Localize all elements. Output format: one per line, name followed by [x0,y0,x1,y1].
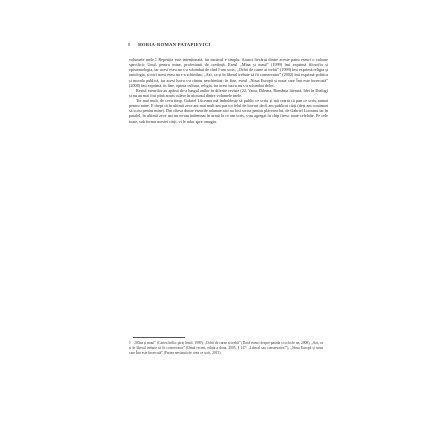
footnote-number: 1 [129,341,131,345]
paragraph-1: volumele mele.1 Repetiția este intenționată, iar motivul e simplu: Atunci fiecărui dintre aceste patru eseuri o valoare specifică: Unul, pentru mine, profesiunii de credință. Eseul „Mîna și maul” (1999) îmi exprimă filosofia și epistemologia, iar acest eseu nu s-a schimbat de cînd l-am scris; „Ochii de carne ai trebii” (1999) îmi exprimă religia și ontologia, și nici acest eseu nu s-a schimbat; „Azi, ca și în liberal trebuie să fii conservator” (2002) îmi exprimă politica și morala publică, iar acest lucru s-a rămas neschimbat; în fine, eseul „Noua Europă și noua care Îmi este încercată” (2008) îmi exprimă, în fine, opinia cultura, religia, iar acest lucru nu s-a schimbat deloc. [129,57,328,88]
footnote-separator [133,337,185,338]
footnote [129,341,323,355]
running-head-author: HORIA-ROMAN PATAPIEVICI [138,42,211,47]
footnote-text: „Mîna și maul” (Cartea întîia: piraț lentil, 1999), „Ochii de carne ai trebii” (Dacă eseuri despre parada și ochi de ne, 2008), „Azi, ca și în liberal trebuie să fii conservator” (Omul recent, ediția a doua, 2005, § 147: „Liberal sau conservator?”), „Noua Europă și noua care Îmi este încercată” (Partea nevăzută de ceea ce scrii, 2015). [129,341,323,355]
page-number: 8 [128,42,131,47]
paragraph-2: Restul eseurilor au apărut de-a lungul anilor în diferite reviste (22, Vatra, Dilema, România literară, Idei în Dialog) și nu au mai fost pînă acum culese în niciunul dintre volumele mele. [129,87,328,98]
body-text [129,57,328,124]
running-header [128,42,210,47]
paragraph-3: Tot mai mult, de ceva timp, Gabriel Liiceanu mă îmboldește să public ce scriu și mă ceartă că pun ce scriu numai pentru mine. E drept că în ultimii zece ani mai mult am pus tot felul de lucruri decît am publicat cărți (deși am continuat să scriu pentru mine). Dar cîteva dintre eseurile adunate aici au fost scrise pentru plăcerea lui, de Gabriel Liiceanu iar în paralel, în ultimii zece ani nu m-am îndemnat în urmă la ce am scris, s-au agregat în chip firesc toate celelalte. Pe cele toate, sub forma acestei cărți, vi le aduc spre omagiu. [129,98,328,124]
